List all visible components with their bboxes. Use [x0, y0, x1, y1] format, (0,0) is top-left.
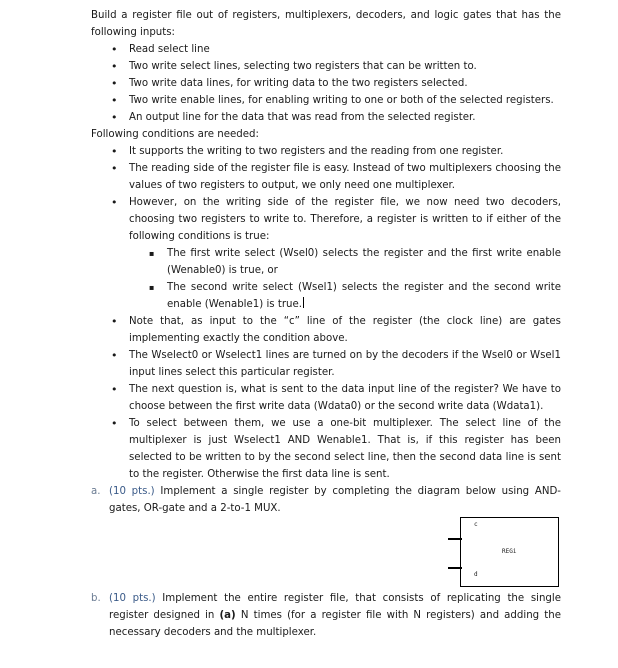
clock-wire — [448, 538, 462, 540]
list-item: • An output line for the data that was read from the selected register. — [91, 109, 561, 126]
data-wire — [448, 567, 462, 569]
conditions-heading: Following conditions are needed: — [91, 129, 259, 140]
sub-list-item — [129, 279, 561, 313]
list-item — [91, 194, 561, 313]
question-b-block — [91, 590, 561, 641]
sub-list-item-text: The second write select (Wsel1) selects the register and the second write enable (Wenable1) is true. — [167, 282, 561, 310]
question-ref: (a) — [219, 610, 236, 621]
list-item: • Two write data lines, for writing data to the two registers selected. — [91, 75, 561, 92]
list-item: • Two write enable lines, for enabling writing to one or both of the selected registers. — [91, 92, 561, 109]
list-item: • To select between them, we use a one-bit multiplexer. The select line of the multiplexer is just Wselect1 AND Wenable1. That is, if this register has been selected to be written to by the second select line, then the second data line is sent to the register. Otherwise the first data line is sent. — [91, 415, 561, 483]
question-letter: b. — [91, 593, 101, 604]
data-label: d — [474, 571, 478, 578]
list-item: • The next question is, what is sent to the data input line of the register? We have to choose between the first write data (Wdata0) or the second write data (Wdata1). — [91, 381, 561, 415]
question-text-post: N times (for a register file with N registers) and adding the necessary decoders and the multiplexer. — [109, 610, 561, 638]
question-b — [91, 590, 561, 641]
text-cursor — [303, 297, 304, 308]
question-text: Implement a single register by completing the diagram below using AND-gates, OR-gate and a 2-to-1 MUX. — [109, 486, 561, 514]
register-diagram — [448, 516, 564, 588]
question-text-pre: Implement the entire register file, that consists of replicating the single register designed in — [109, 593, 561, 621]
question-points: (10 pts.) — [109, 593, 156, 604]
question-a — [91, 483, 561, 517]
list-item: • Two write select lines, selecting two registers that can be written to. — [91, 58, 561, 75]
conditions-list — [91, 143, 561, 483]
list-item: • The Wselect0 or Wselect1 lines are turned on by the decoders if the Wsel0 or Wsel1 input lines select this particular register. — [91, 347, 561, 381]
register-label: REGi — [502, 548, 517, 555]
inputs-list — [91, 41, 561, 126]
sub-conditions-list — [129, 245, 561, 313]
question-letter: a. — [91, 486, 101, 497]
list-item: • Read select line — [91, 41, 561, 58]
intro-paragraph: Build a register file out of registers, multiplexers, decoders, and logic gates that has the following inputs: — [91, 10, 561, 38]
list-item: • It supports the writing to two registers and the reading from one register. — [91, 143, 561, 160]
list-item: • The reading side of the register file is easy. Instead of two multiplexers choosing the values of two registers to output, we only need one multiplexer. — [91, 160, 561, 194]
clock-label: c — [474, 521, 478, 528]
document-body — [91, 7, 561, 517]
list-item: • Note that, as input to the “c” line of the register (the clock line) are gates implementing exactly the condition above. — [91, 313, 561, 347]
question-points: (10 pts.) — [109, 486, 155, 497]
list-item-text: However, on the writing side of the register file, we now need two decoders, choosing two registers to write to. Therefore, a register is written to if either of the following conditions is true: — [129, 197, 561, 242]
sub-list-item: ▪ The first write select (Wsel0) selects the register and the first write enable (Wenable0) is true, or — [129, 245, 561, 279]
